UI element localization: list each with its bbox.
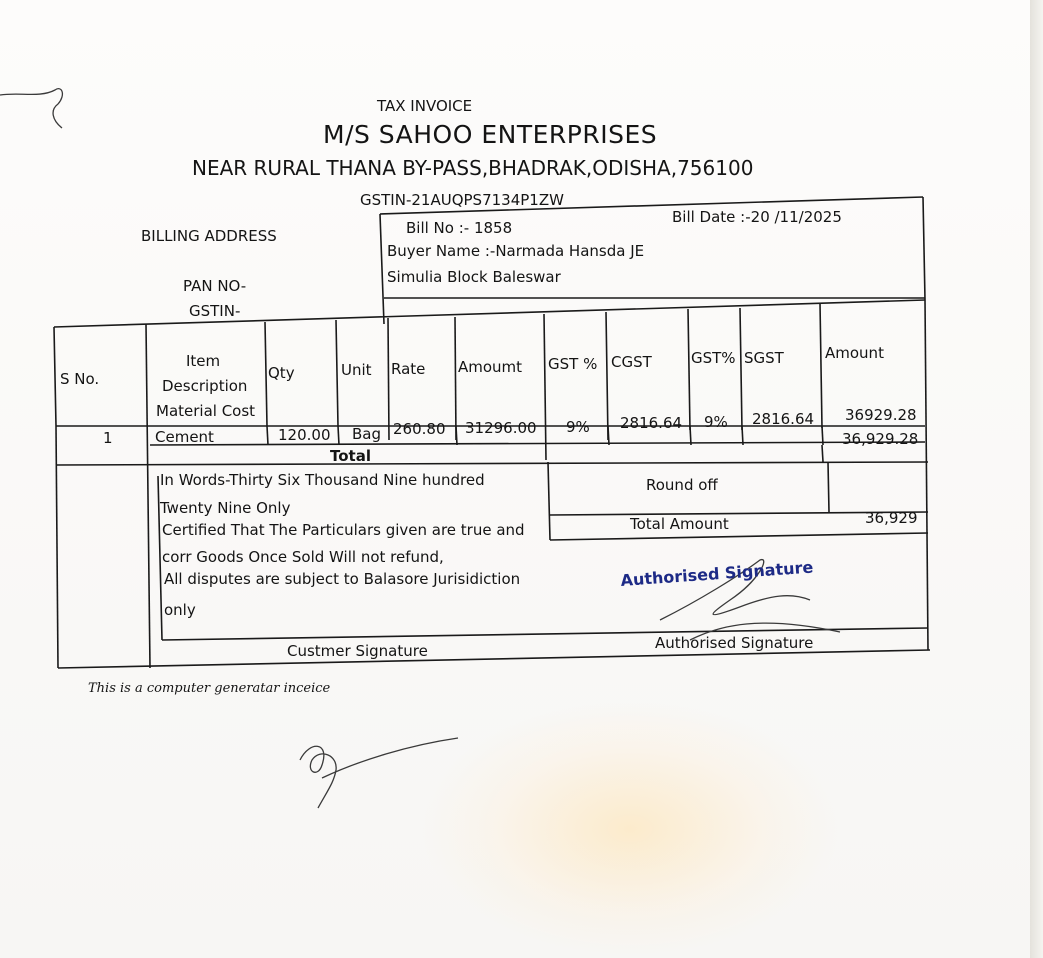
billing-address-label: BILLING ADDRESS <box>141 227 277 245</box>
header-unit: Unit <box>341 361 372 379</box>
total-amount-label: Total Amount <box>630 515 729 533</box>
header-item-line3: Material Cost <box>156 402 256 420</box>
certification-line3: All disputes are subject to Balasore Jurisidiction <box>164 570 521 588</box>
row-gst-percent-2: 9% <box>704 413 728 431</box>
header-qty: Qty <box>268 364 295 382</box>
row-item: Cement <box>155 428 214 446</box>
row-amount: 31296.00 <box>465 419 537 437</box>
total-value: 36,929.28 <box>842 430 919 448</box>
amount-in-words-line2: Twenty Nine Only <box>160 499 291 517</box>
company-gstin: GSTIN-21AUQPS7134P1ZW <box>360 191 564 209</box>
row-rate: 260.80 <box>393 420 446 438</box>
total-label: Total <box>330 447 371 465</box>
header-amount: Amoumt <box>458 358 523 376</box>
gstin-label: GSTIN- <box>189 302 241 320</box>
company-name: M/S SAHOO ENTERPRISES <box>323 120 658 149</box>
bill-date: Bill Date :-20 /11/2025 <box>672 208 842 226</box>
buyer-name: Buyer Name :-Narmada Hansda JE <box>387 242 645 260</box>
header-cgst: CGST <box>611 353 652 371</box>
footer-note: This is a computer generatar inceice <box>88 681 331 696</box>
certification-line2: corr Goods Once Sold Will not refund, <box>162 548 444 566</box>
round-off-label: Round off <box>646 476 718 494</box>
company-address: NEAR RURAL THANA BY-PASS,BHADRAK,ODISHA,756100 <box>192 156 754 180</box>
total-amount-value: 36,929 <box>865 509 918 527</box>
amount-in-words-line1: In Words-Thirty Six Thousand Nine hundred <box>160 471 485 489</box>
row-total: 36929.28 <box>845 406 917 424</box>
certification-line1: Certified That The Particulars given are true and <box>162 521 525 539</box>
header-item-line2: Description <box>162 377 248 395</box>
pan-label: PAN NO- <box>183 277 247 295</box>
header-item-line1: Item <box>186 352 221 370</box>
row-gst-percent: 9% <box>566 418 590 436</box>
row-sgst: 2816.64 <box>752 410 815 428</box>
bill-number: Bill No :- 1858 <box>406 219 513 237</box>
authorised-signature-label: Authorised Signature <box>655 634 814 652</box>
row-sno: 1 <box>103 429 113 447</box>
certification-line4: only <box>164 601 196 619</box>
header-gst-percent: GST % <box>548 355 598 373</box>
row-qty: 120.00 <box>278 426 331 444</box>
customer-signature-label: Custmer Signature <box>287 642 428 660</box>
authorised-signature-stamp: Authorised Signature <box>619 557 814 590</box>
photo-glare <box>420 700 840 958</box>
row-unit: Bag <box>352 425 382 443</box>
header-rate: Rate <box>391 360 426 378</box>
header-sgst: SGST <box>744 349 784 367</box>
paper-edge <box>1030 0 1043 958</box>
header-sno: S No. <box>60 370 100 388</box>
row-cgst: 2816.64 <box>620 414 683 432</box>
document-title: TAX INVOICE <box>377 97 473 115</box>
buyer-address: Simulia Block Baleswar <box>387 268 561 286</box>
header-gst-percent-2: GST% <box>691 349 736 367</box>
header-total-amount: Amount <box>825 344 884 362</box>
